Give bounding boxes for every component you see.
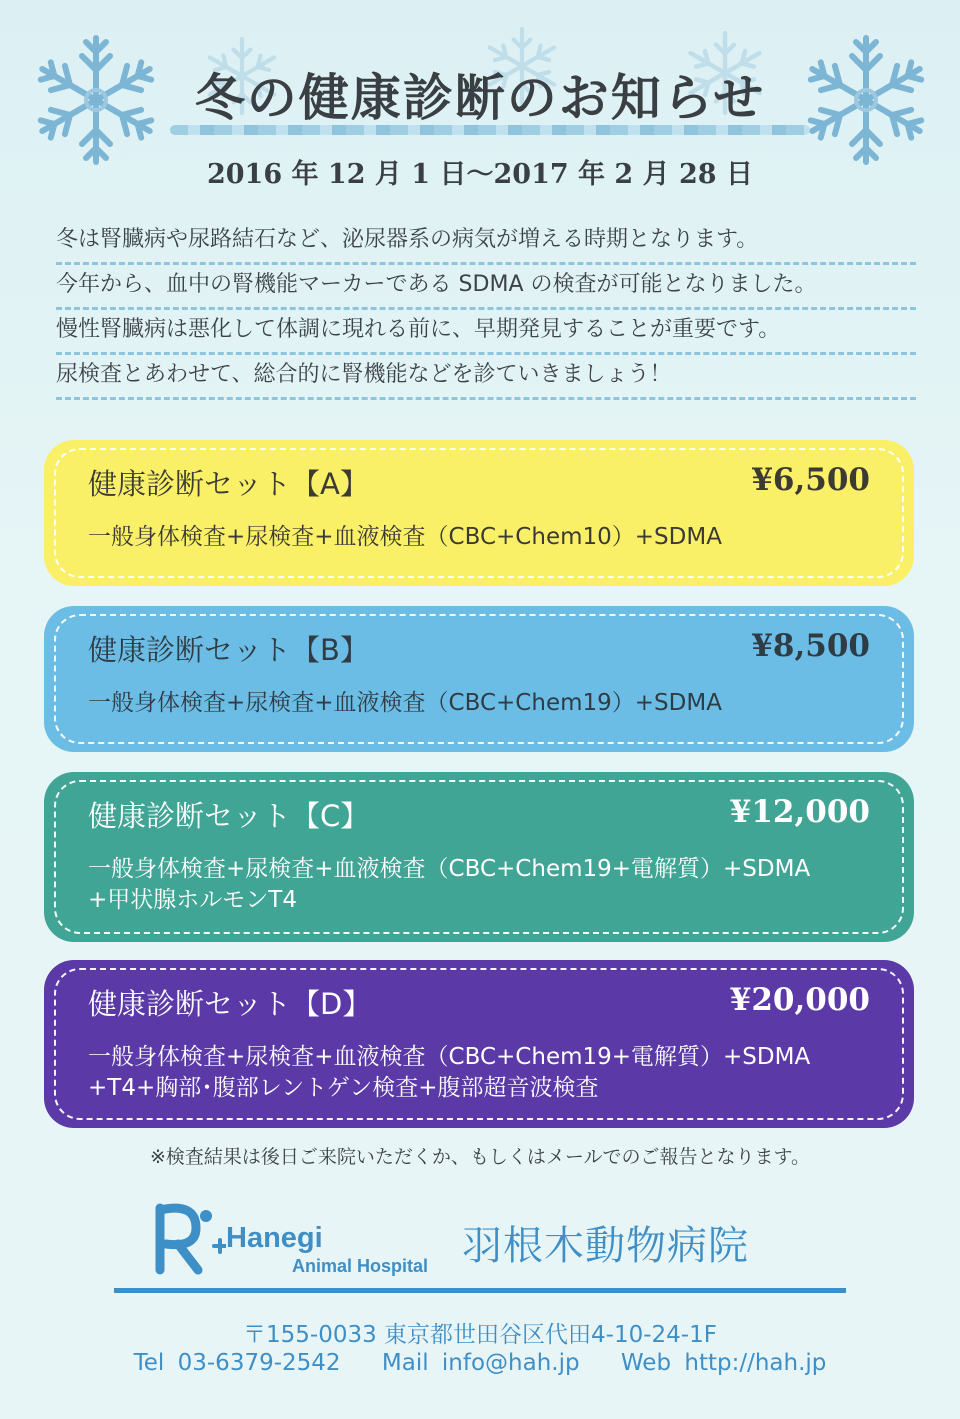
set-price: ¥8,500 xyxy=(751,628,870,664)
set-name: 健康診断セット【B】 xyxy=(88,633,369,667)
hospital-name: 羽根木動物病院 xyxy=(462,1223,749,1269)
page-title: 冬の健康診断のお知らせ xyxy=(194,69,766,127)
set-name: 健康診断セット【A】 xyxy=(88,467,369,501)
phone-number: Tel 03-6379-2542 xyxy=(133,1350,341,1376)
set-description-line: 一般身体検査+尿検査+血液検査（CBC+Chem19）+SDMA xyxy=(88,690,722,716)
set-description xyxy=(88,522,722,553)
set-description-line: 一般身体検査+尿検査+血液検査（CBC+Chem19+電解質）+SDMA xyxy=(88,1044,811,1070)
intro-line: 慢性腎臓病は悪化して体調に現れる前に、早期発見することが重要です。 xyxy=(56,310,916,355)
set-description-line: 一般身体検査+尿検査+血液検査（CBC+Chem10）+SDMA xyxy=(88,524,722,550)
checkup-set-d xyxy=(44,960,914,1128)
website-link[interactable]: Web http://hah.jp xyxy=(620,1350,827,1376)
checkup-set-a xyxy=(44,440,914,586)
intro-line: 冬は腎臓病や尿路結石など、泌尿器系の病気が増える時期となります。 xyxy=(56,220,916,265)
contact-info xyxy=(0,1350,960,1376)
set-name: 健康診断セット【C】 xyxy=(88,799,370,833)
email-address[interactable]: Mail info@hah.jp xyxy=(381,1350,580,1376)
campaign-period: 2016 年 12 月 1 日～2017 年 2 月 28 日 xyxy=(206,159,753,190)
checkup-set-c xyxy=(44,772,914,942)
set-description xyxy=(88,688,722,719)
set-description-line: 一般身体検査+尿検査+血液検査（CBC+Chem19+電解質）+SDMA xyxy=(88,856,811,882)
logo-subtitle: Animal Hospital xyxy=(292,1256,429,1276)
intro-text xyxy=(56,220,916,400)
intro-line: 尿検査とあわせて、総合的に腎機能などを診ていきましょう！ xyxy=(56,355,916,400)
logo-name: Hanegi xyxy=(226,1222,323,1254)
set-price: ¥12,000 xyxy=(729,794,870,830)
set-price: ¥20,000 xyxy=(729,982,870,1018)
set-description xyxy=(88,854,810,916)
hospital-address: 〒155-0033 東京都世田谷区代田4-10-24-1F xyxy=(243,1322,717,1348)
hanegi-logo-icon xyxy=(150,1198,226,1282)
set-price: ¥6,500 xyxy=(751,462,870,498)
checkup-set-b xyxy=(44,606,914,752)
results-note: ※検査結果は後日ご来院いただくか、もしくはメールでのご報告となります。 xyxy=(149,1146,811,1168)
set-name: 健康診断セット【D】 xyxy=(88,987,372,1021)
footer-divider xyxy=(114,1288,846,1293)
set-description-line: +T4+胸部･腹部レントゲン検査+腹部超音波検査 xyxy=(88,1075,599,1101)
set-description xyxy=(88,1042,810,1104)
set-description-line: +甲状腺ホルモンT4 xyxy=(88,887,297,913)
intro-line: 今年から、血中の腎機能マーカーである SDMA の検査が可能となりました。 xyxy=(56,265,916,310)
